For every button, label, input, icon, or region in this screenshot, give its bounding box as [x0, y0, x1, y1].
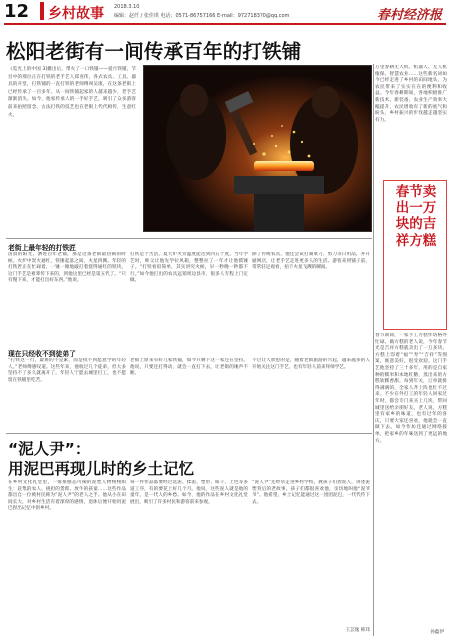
section3-column-1: 在乡村文化礼堂里，一排排憨态可掬的泥塑人物栩栩如生：赶集的农人、挑担的货郎、放牛的孩童……这些作品都出自一位被村民称为“泥人尹”的老人之手。他从小在田间长大，对乡村生活有着深厚的感情，退休后便开始用泥巴捏出记忆中的乡村。: [8, 480, 126, 512]
section3-column-2: 每一件作品都要经过选泥、揉泥、塑形、晾干、上色等多道工序，有的要花上好几个月。他说，这些泥人就是他的童年，是一代人的乡愁。如今，他的作品在乡村文化礼堂展出，吸引了许多村民和游客前来参观。: [130, 480, 248, 505]
header-rule: [4, 23, 446, 25]
section2-column-3: 不过让人欣慰的是，随着老街旅游的兴起，越来越多的人开始关注这门手艺，也有年轻人前来拜师学艺。: [252, 358, 370, 370]
masthead-logo: 春村经济报: [376, 8, 442, 23]
section-divider: [6, 238, 372, 239]
section-title: 乡村故事: [48, 6, 104, 22]
right-column-body: 春节期间，一家手工方糕作坊格外忙碌。做方糕的老人说，今年春节光是吉祥方糕就卖出了一万多块。方糕上印着“福”“寿”“吉祥”等图案，寓意美好，很受欢迎。这门手艺他坚持了三十多年，用的是自家种的糯米和本地红糖，蒸出来的方糕软糯香甜。每到年关，订单就排得满满的，全家人齐上阵也忙不过来。不少在外打工的年轻人回家过年时，都会专门来买上几块，带回城里送给亲朋好友。老人说，方糕里有家乡的味道，也有过年的喜庆，只要大家还喜欢，他就会一直做下去。如今作坊还通过网络接单，把家乡的年味送到了更远的地方。: [375, 333, 447, 444]
issue-date: 2018.3.10: [114, 4, 140, 10]
subhead-no-apprentice: 现在只经收不到徒弟了: [8, 350, 76, 358]
right-feature-title: 春节卖出一万块的吉祥方糕: [395, 184, 437, 249]
column-divider: [373, 64, 374, 636]
right-column-intro: 万里春耕无人机、机器人、无人机植保、智慧农业……这些新名词如今已经走进了乡村的田间地头，为农民带来了实实在在的便利和收益。今年春耕期间，各地积极推广新技术、新装备，农业生产效率大幅提升，农民增收有了新的底气和盼头，乡村振兴的步伐越走越坚实有力。: [375, 65, 447, 123]
section3-column-3: “泥人尹”还经常走进乡村学校，教孩子们捏泥人，讲述泥塑背后的老故事。孩子们都很喜欢他，亲切地叫他“泥爷爷”。他希望，乡土记忆能通过这一团团泥巴，一代代传下去。: [252, 480, 370, 505]
article-credit: 王芸逸 韩玮: [345, 628, 370, 633]
section2-column-2: 老街上原来有好几家铁铺，如今只剩下这一家还在坚持。他说，只要还打得动，就会一直打下去，让老街的锤声不断。: [130, 358, 248, 377]
editor-info: 编辑：赵仟 / 张佳琪 电话：0571-86757166 E-mail：9727183?0@qq.com: [114, 13, 290, 19]
section-divider: [6, 433, 372, 434]
subhead-young-blacksmith: 老街上最年轻的打铁匠: [8, 244, 76, 252]
section1-column-2: 打铁是个苦活，夏天炉火旁温度能达到四五十度。当年学艺时，师父让他先学拉风箱，整整拉了一年才让他摸锤子。“打铁看似简单，其实讲究火候，早一秒晚一秒都不行。”如今他打出的农具远销周边县市，很多人专程上门定做。: [130, 252, 248, 284]
page-number: 12: [4, 1, 30, 22]
section1-column-1: 清晨的阳光，洒进百年老铺，那是这条老街最热闹的时候。火炉中炭火通红，铁锤起落之间，火星四溅。年轻的打铁匠正在忙碌着，一锤一锤地敲打着烧得通红的铁块。这门手艺是祖辈传下来的，到他这里已经是第五代了。“只有慢下来，才能打出好东西。”他说。: [8, 252, 126, 284]
page-header: [0, 0, 450, 24]
lead-paragraph: 《览光上的中国 3]播出后，带火了一口铁铺——爱月铁铺，节目中的那位正在打铁的老手艺人郑亚伟，各式农具、工具、器具的开堂，打铁铺的一直打铁的老师傅叫吴康，在这条老街上已经传承了一百多年。从一间铁铺起家的人越来越少，老手艺渐渐消失。如今，他家传承人的一手好手艺，吸引了众多游客前来拍照留念。古法打铁的技艺也在老街上代代相传，生意红火。: [8, 67, 136, 118]
right-credit: 孙蕴伊: [430, 630, 444, 635]
header-accent-bar: [40, 2, 44, 20]
main-headline: 松阳老街有一间传承百年的打铁铺: [6, 40, 302, 63]
section2-column-1: “打铁这一行，最难的不是累，而是找不到愿意学的年轻人。”老师傅感叹道。这些年来，他收过几个徒弟，但大多坚持不了多久就离开了。年轻人宁愿去城里打工，也不愿留在铁铺里吃苦。: [8, 358, 126, 383]
blacksmith-photo-image: [144, 66, 372, 232]
second-headline-line-2: 用泥巴再现儿时的乡土记忆: [8, 460, 195, 478]
blacksmith-photo: [143, 65, 372, 232]
second-headline-line-1: “泥人尹”：: [8, 440, 91, 458]
section1-column-3: 除了传统农具，他还尝试打制菜刀、剪刀等日用品，并开通网店，让老手艺走进更多人的生活。游客来到铺子前，常常驻足观看，拍下火星飞溅的瞬间。: [252, 252, 370, 271]
